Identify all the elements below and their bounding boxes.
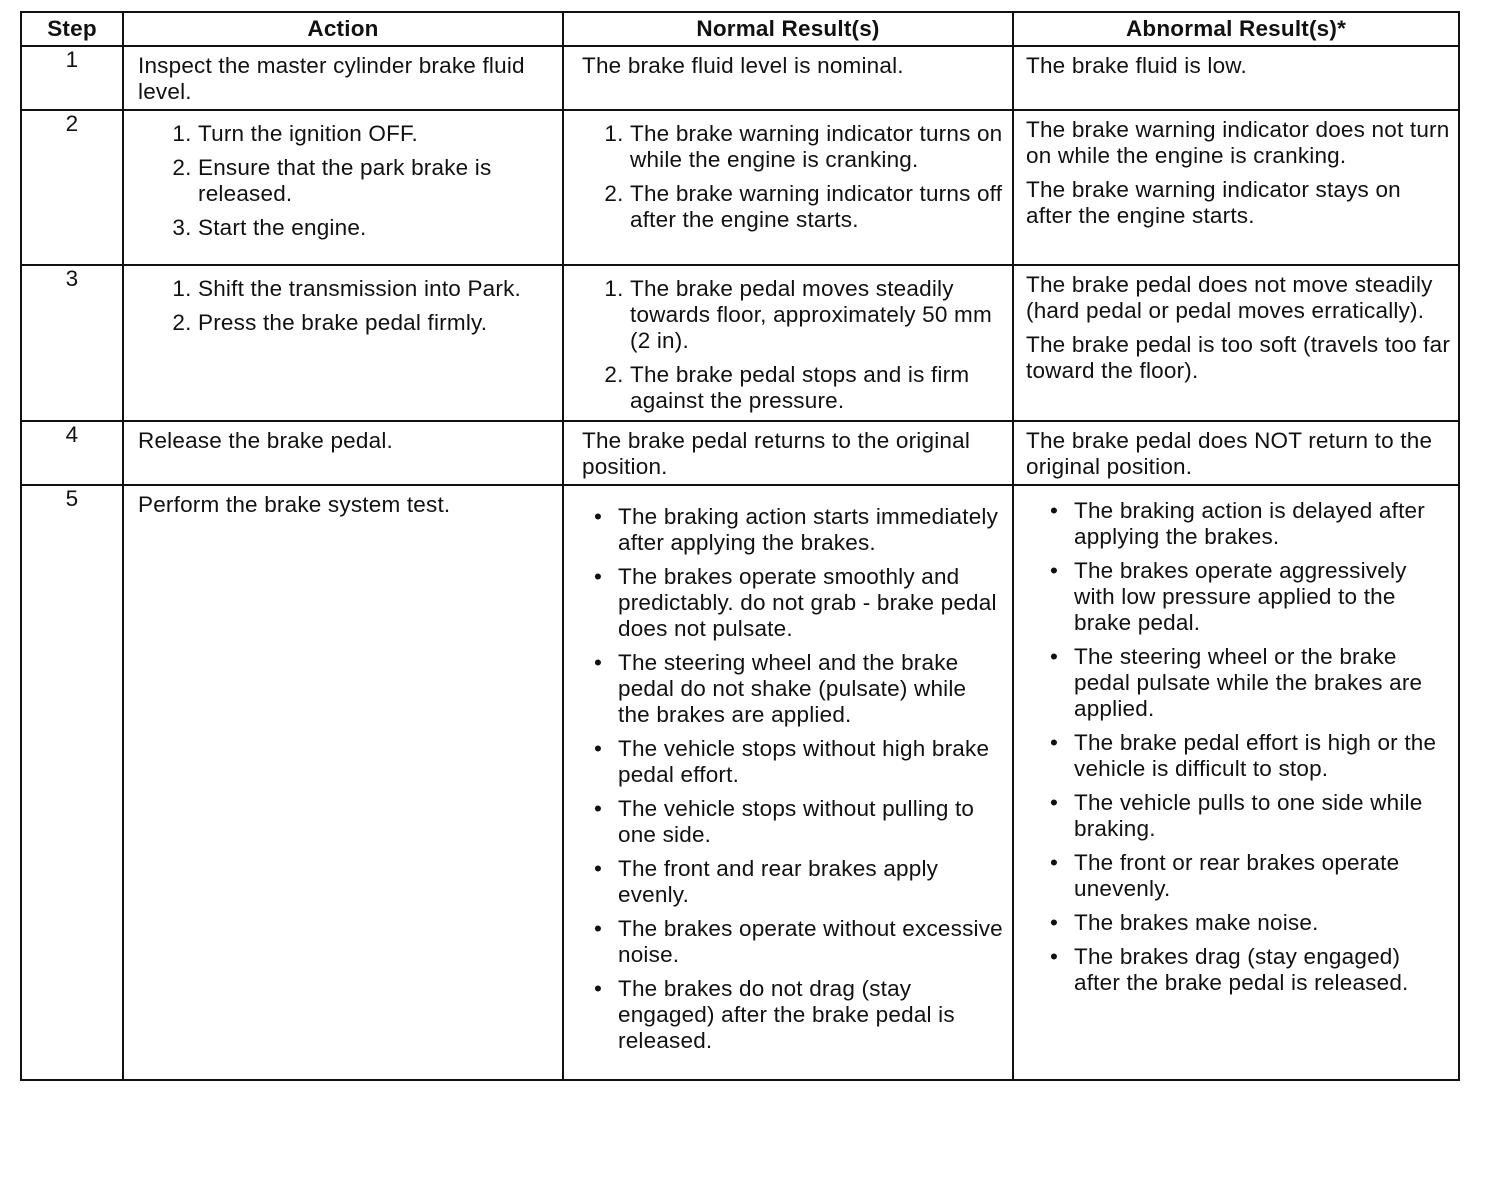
normal-results-list xyxy=(582,276,1004,414)
action-cell xyxy=(123,110,563,265)
action-step-item: 3. Start the engine. xyxy=(198,215,554,241)
normal-result-item: The steering wheel and the brake pedal do not shake (pulsate) while the brakes are applied. xyxy=(618,650,967,727)
action-cell xyxy=(123,485,563,1080)
step-number: 3 xyxy=(21,265,123,421)
step-number: 4 xyxy=(21,421,123,485)
normal-result-cell xyxy=(563,485,1013,1080)
abnormal-result-cell xyxy=(1013,265,1459,421)
header-normal-results: Normal Result(s) xyxy=(563,12,1013,46)
action-step-item: 2. Press the brake pedal firmly. xyxy=(198,310,554,336)
list-item xyxy=(1050,498,1452,550)
step-number: 2 xyxy=(21,110,123,265)
normal-results-bullet-list xyxy=(582,504,1004,1054)
bullet-icon: • xyxy=(1050,730,1059,755)
abnormal-result-item: The steering wheel or the brake pedal pulsate while the brakes are applied. xyxy=(1074,644,1423,721)
abnormal-result-text: The brake fluid is low. xyxy=(1026,53,1247,78)
normal-result-text: The brake fluid level is nominal. xyxy=(582,53,904,78)
action-step-item: 2. Ensure that the park brake is released. xyxy=(198,155,554,207)
normal-result-item: The braking action starts immediately after applying the brakes. xyxy=(618,504,999,555)
action-cell xyxy=(123,265,563,421)
action-text: Release the brake pedal. xyxy=(138,428,393,453)
bullet-icon: • xyxy=(1050,910,1059,935)
normal-result-cell xyxy=(563,110,1013,265)
step-number: 5 xyxy=(21,485,123,1080)
abnormal-result-text: The brake pedal is too soft (travels too far toward the floor). xyxy=(1026,332,1451,383)
action-steps-list xyxy=(138,121,554,241)
normal-result-item: 2. The brake warning indicator turns off after the engine starts. xyxy=(630,181,1004,233)
bullet-icon: • xyxy=(1050,944,1059,969)
table-row xyxy=(21,46,1459,110)
abnormal-result-cell xyxy=(1013,485,1459,1080)
bullet-icon: • xyxy=(594,650,603,675)
action-text: Inspect the master cylinder brake fluid level. xyxy=(138,53,525,104)
abnormal-result-cell xyxy=(1013,421,1459,485)
list-item xyxy=(594,504,1004,556)
list-item xyxy=(594,796,1004,848)
list-item xyxy=(594,650,1004,728)
list-item xyxy=(594,976,1004,1054)
normal-result-text: The brake pedal returns to the original position. xyxy=(582,428,971,479)
abnormal-result-item: The brake pedal effort is high or the vehicle is difficult to stop. xyxy=(1074,730,1437,781)
table-row xyxy=(21,110,1459,265)
bullet-icon: • xyxy=(594,504,603,529)
abnormal-result-text: The brake warning indicator stays on after the engine starts. xyxy=(1026,177,1401,228)
action-step-item: 1. Turn the ignition OFF. xyxy=(198,121,554,147)
bullet-icon: • xyxy=(594,916,603,941)
bullet-icon: • xyxy=(1050,644,1059,669)
normal-result-item: The brakes do not drag (stay engaged) after the brake pedal is released. xyxy=(618,976,955,1053)
list-item xyxy=(594,916,1004,968)
action-text: Perform the brake system test. xyxy=(138,492,451,517)
list-item xyxy=(1050,910,1452,936)
list-item xyxy=(1050,558,1452,636)
header-action: Action xyxy=(123,12,563,46)
list-item xyxy=(1050,730,1452,782)
bullet-icon: • xyxy=(1050,558,1059,583)
action-steps-list xyxy=(138,276,554,336)
list-item xyxy=(594,736,1004,788)
table-row xyxy=(21,485,1459,1080)
normal-result-item: The vehicle stops without high brake pedal effort. xyxy=(618,736,990,787)
list-item xyxy=(594,564,1004,642)
abnormal-result-item: The braking action is delayed after applying the brakes. xyxy=(1074,498,1425,549)
normal-result-cell xyxy=(563,46,1013,110)
bullet-icon: • xyxy=(1050,850,1059,875)
list-item xyxy=(594,856,1004,908)
normal-result-item: 1. The brake pedal moves steadily towards floor, approximately 50 mm (2 in). xyxy=(630,276,1004,354)
bullet-icon: • xyxy=(1050,790,1059,815)
abnormal-result-item: The front or rear brakes operate unevenly. xyxy=(1074,850,1400,901)
bullet-icon: • xyxy=(594,736,603,761)
action-cell xyxy=(123,46,563,110)
table-row xyxy=(21,265,1459,421)
abnormal-result-cell xyxy=(1013,46,1459,110)
abnormal-result-item: The vehicle pulls to one side while braking. xyxy=(1074,790,1423,841)
action-step-item: 1. Shift the transmission into Park. xyxy=(198,276,554,302)
bullet-icon: • xyxy=(594,564,603,589)
abnormal-result-text: The brake pedal does NOT return to the original position. xyxy=(1026,428,1433,479)
abnormal-result-item: The brakes make noise. xyxy=(1074,910,1319,935)
abnormal-results-bullet-list xyxy=(1026,498,1452,996)
abnormal-result-text: The brake warning indicator does not turn on while the engine is cranking. xyxy=(1026,117,1450,168)
bullet-icon: • xyxy=(594,976,603,1001)
normal-result-cell xyxy=(563,265,1013,421)
table-row xyxy=(21,421,1459,485)
abnormal-result-item: The brakes operate aggressively with low pressure applied to the brake pedal. xyxy=(1074,558,1407,635)
bullet-icon: • xyxy=(1050,498,1059,523)
normal-result-item: The brakes operate without excessive noise. xyxy=(618,916,1003,967)
bullet-icon: • xyxy=(594,796,603,821)
normal-result-item: The vehicle stops without pulling to one side. xyxy=(618,796,975,847)
action-cell xyxy=(123,421,563,485)
header-row xyxy=(21,12,1459,46)
list-item xyxy=(1050,790,1452,842)
normal-result-item: 2. The brake pedal stops and is firm against the pressure. xyxy=(630,362,1004,414)
list-item xyxy=(1050,644,1452,722)
step-number: 1 xyxy=(21,46,123,110)
abnormal-result-cell xyxy=(1013,110,1459,265)
header-step: Step xyxy=(21,12,123,46)
abnormal-result-text: The brake pedal does not move steadily (hard pedal or pedal moves erratically). xyxy=(1026,272,1433,323)
normal-result-item: 1. The brake warning indicator turns on while the engine is cranking. xyxy=(630,121,1004,173)
normal-result-item: The brakes operate smoothly and predictably. do not grab - brake pedal does not pulsate. xyxy=(618,564,997,641)
brake-diagnostic-table xyxy=(20,11,1460,1081)
header-abnormal-results: Abnormal Result(s)* xyxy=(1013,12,1459,46)
list-item xyxy=(1050,850,1452,902)
normal-result-cell xyxy=(563,421,1013,485)
abnormal-result-item: The brakes drag (stay engaged) after the brake pedal is released. xyxy=(1074,944,1409,995)
bullet-icon: • xyxy=(594,856,603,881)
list-item xyxy=(1050,944,1452,996)
normal-result-item: The front and rear brakes apply evenly. xyxy=(618,856,939,907)
normal-results-list xyxy=(582,121,1004,233)
